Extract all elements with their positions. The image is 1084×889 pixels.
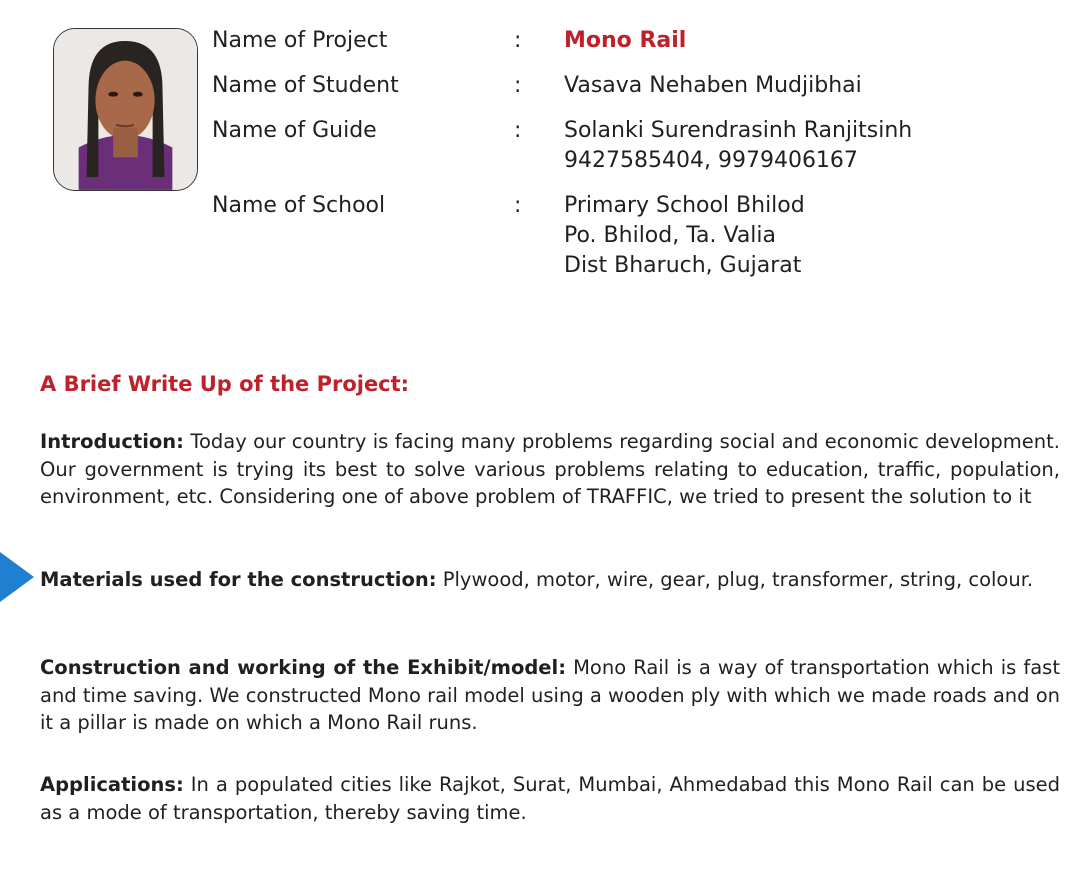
applications-paragraph xyxy=(40,771,1060,826)
portrait-image xyxy=(54,29,197,190)
applications-text: In a populated cities like Rajkot, Surat, Mumbai, Ahmedabad this Mono Rail can be used as a mode of transportation, thereby saving time. xyxy=(40,773,1060,824)
construction-text: Mono Rail is a way of transportation which is fast and time saving. We constructed Mono rail model using a wooden ply with which we made roads and on it a pillar is made on which a Mono Rail runs. xyxy=(40,656,1060,734)
colon: : xyxy=(514,28,522,53)
guide-name: Solanki Surendrasinh Ranjitsinh xyxy=(564,118,913,143)
colon: : xyxy=(514,118,522,143)
student-label: Name of Student xyxy=(212,73,399,98)
introduction-paragraph xyxy=(40,428,1060,511)
guide-phone: 9427585404, 9979406167 xyxy=(564,148,858,173)
student-photo xyxy=(53,28,198,191)
applications-heading: Applications: xyxy=(40,773,184,796)
colon: : xyxy=(514,73,522,98)
school-name: Primary School Bhilod xyxy=(564,193,805,218)
introduction-heading: Introduction: xyxy=(40,430,184,453)
construction-heading: Construction and working of the Exhibit/model: xyxy=(40,656,567,679)
blue-arrow-marker-icon xyxy=(0,552,34,602)
materials-paragraph xyxy=(40,566,1060,594)
colon: : xyxy=(514,193,522,218)
school-label: Name of School xyxy=(212,193,386,218)
materials-text: Plywood, motor, wire, gear, plug, transformer, string, colour. xyxy=(436,568,1034,591)
writeup-title: A Brief Write Up of the Project: xyxy=(40,372,410,396)
construction-paragraph xyxy=(40,654,1060,737)
introduction-text: Today our country is facing many problems regarding social and economic development. Our government is trying its best to solve various problems relating to education, traffic, population, environment, etc. Considering one of above problem of TRAFFIC, we tried to present the solution to it xyxy=(40,430,1060,508)
student-name: Vasava Nehaben Mudjibhai xyxy=(564,73,862,98)
school-address-1: Po. Bhilod, Ta. Valia xyxy=(564,223,777,248)
school-address-2: Dist Bharuch, Gujarat xyxy=(564,253,802,278)
project-label: Name of Project xyxy=(212,28,388,53)
guide-label: Name of Guide xyxy=(212,118,377,143)
project-name: Mono Rail xyxy=(564,28,687,53)
materials-heading: Materials used for the construction: xyxy=(40,568,437,591)
